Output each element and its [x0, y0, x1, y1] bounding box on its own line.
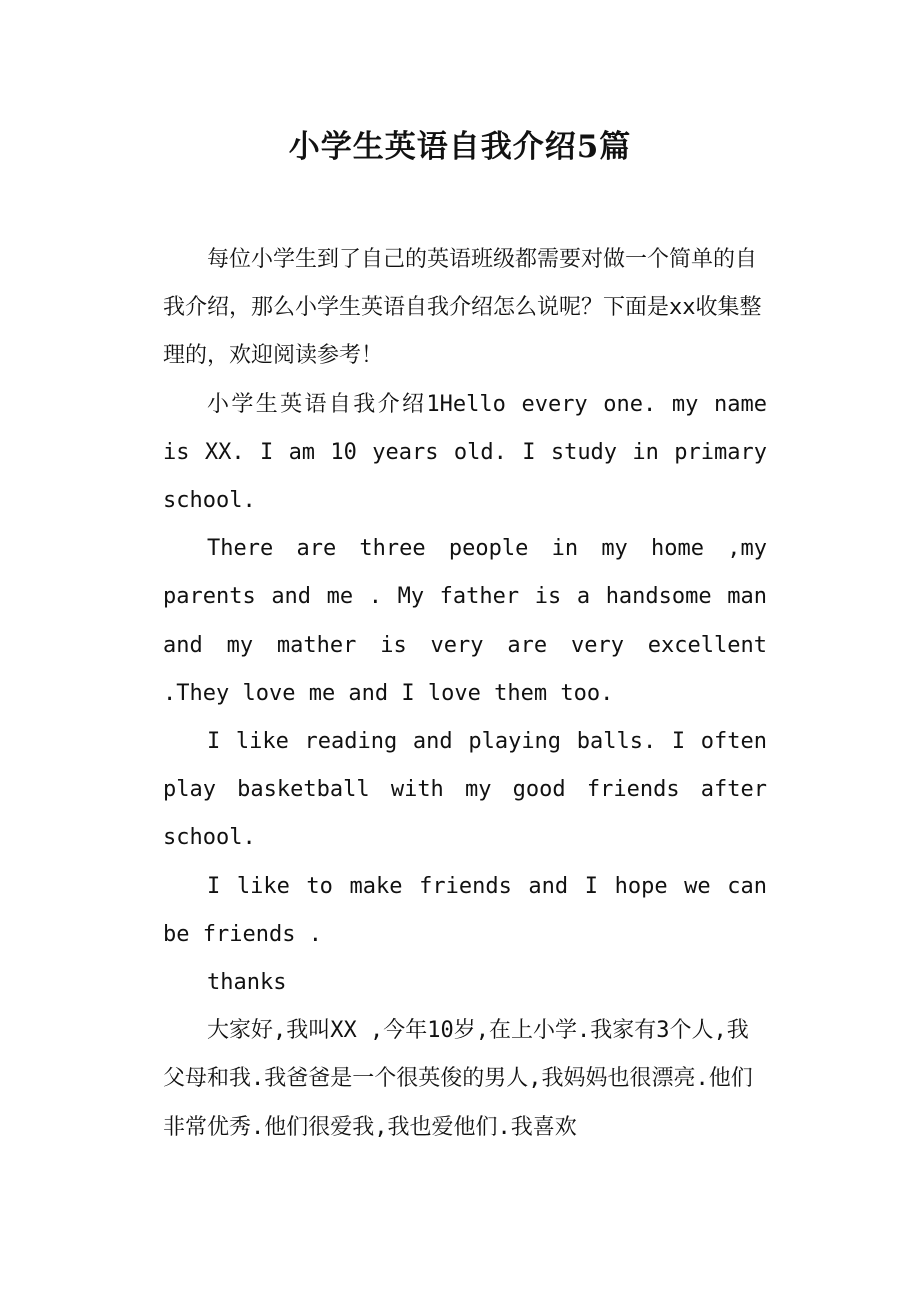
body-paragraph: 大家好,我叫XX ,今年10岁,在上小学.我家有3个人,我父母和我.我爸爸是一个很英俊的男人,我妈妈也很漂亮.他们非常优秀.他们很爱我,我也爱他们.我喜欢	[163, 1018, 753, 1140]
document-title: 小学生英语自我介绍5篇	[288, 129, 632, 165]
body-paragraph: There are three people in my home ,my parents and me . My father is a handsome man and my mather is very are very excellent .They love me and I love them too.	[163, 536, 767, 706]
intro-paragraph: 每位小学生到了自己的英语班级都需要对做一个简单的自我介绍，那么小学生英语自我介绍怎么说呢？下面是xx收集整理的，欢迎阅读参考！	[163, 247, 762, 369]
body-paragraph: thanks	[207, 970, 287, 996]
body-paragraph: I like reading and playing balls. I often play basketball with my good friends after school.	[163, 729, 767, 851]
body-paragraph: 小学生英语自我介绍1Hello every one. my name is XX. I am 10 years old. I study in primary school.	[163, 391, 767, 514]
document-body	[163, 236, 767, 1152]
body-paragraph: I like to make friends and I hope we can be friends .	[163, 873, 767, 947]
